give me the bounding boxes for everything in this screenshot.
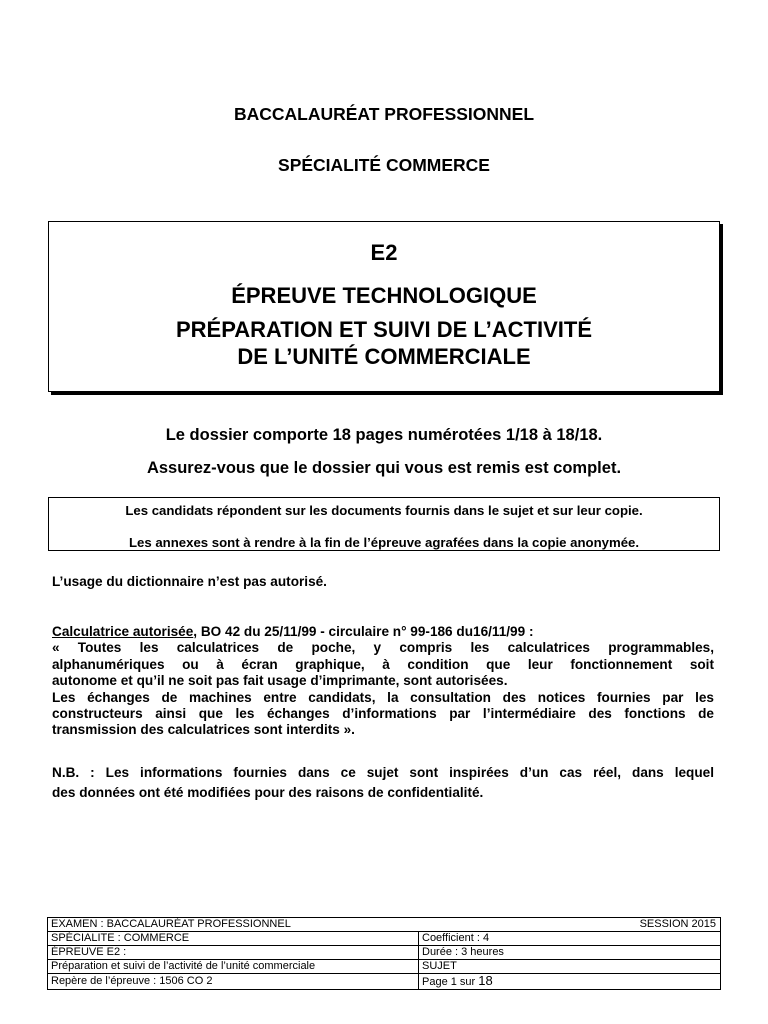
calculator-label: Calculatrice autorisée — [52, 624, 194, 639]
footer-sujet: SUJET — [419, 960, 721, 974]
nb-line-1: N.B. : Les informations fournies dans ce sujet sont inspirées d’un cas réel, dans lequel — [52, 765, 714, 780]
exam-subtitle-2: DE L’UNITÉ COMMERCIALE — [237, 344, 531, 369]
notice-line-2: Les annexes sont à rendre à la fin de l’épreuve agrafées dans la copie anonymée. — [128, 535, 640, 550]
footer-page-total: 18 — [478, 973, 493, 988]
exam-subtitle-1: PRÉPARATION ET SUIVI DE L’ACTIVITÉ — [175, 317, 592, 342]
exchange-line-1: Les échanges de machines entre candidats, la consultation des notices fournies par les — [52, 689, 714, 705]
footer-row — [48, 960, 721, 974]
notice-box — [48, 497, 720, 551]
exam-code: E2 — [370, 240, 398, 265]
footer-page-prefix: Page 1 sur — [422, 976, 479, 988]
title-box — [48, 221, 720, 392]
footer-duree: Durée : 3 heures — [419, 946, 721, 960]
calculator-section — [52, 624, 714, 739]
specialty-name: SPÉCIALITÉ COMMERCE — [278, 155, 490, 175]
notice-line-1: Les candidats répondent sur les documents fournis dans le sujet et sur leur copie. — [125, 503, 643, 518]
exchange-line-3: transmission des calculatrices sont interdits ». — [52, 722, 355, 738]
calculator-line-2: alphanumériques ou à écran graphique, à condition que leur fonctionnement soit — [52, 656, 714, 672]
footer-page-cell — [419, 974, 721, 990]
footer-specialite: SPÉCIALITE : COMMERCE — [48, 932, 419, 946]
dossier-pages: Le dossier comporte 18 pages numérotées 1/18 à 18/18. — [165, 426, 603, 444]
dossier-complete: Assurez-vous que le dossier qui vous est remis est complet. — [146, 459, 622, 477]
exam-name: BACCALAURÉAT PROFESSIONNEL — [233, 104, 535, 124]
calculator-heading — [52, 624, 714, 640]
footer-row — [48, 918, 721, 932]
footer-row — [48, 974, 721, 990]
nb-section — [52, 763, 714, 803]
footer-epreuve: ÉPREUVE E2 : — [48, 946, 419, 960]
footer-row — [48, 946, 721, 960]
footer-repere: Repère de l’épreuve : 1506 CO 2 — [48, 974, 419, 990]
footer-exam-cell — [48, 918, 721, 932]
exchange-line-2: constructeurs ainsi que les échanges d’informations par l’intermédiaire des fonctions de — [52, 706, 714, 722]
footer-row — [48, 932, 721, 946]
exam-title: ÉPREUVE TECHNOLOGIQUE — [231, 283, 537, 308]
calculator-reference: , BO 42 du 25/11/99 - circulaire n° 99-186 du16/11/99 : — [193, 624, 534, 639]
calculator-line-3: autonome et qu’il ne soit pas fait usage d’imprimante, sont autorisées. — [52, 673, 508, 689]
dictionary-rule: L’usage du dictionnaire n’est pas autorisé. — [52, 574, 327, 589]
nb-line-2: des données ont été modifiées pour des raisons de confidentialité. — [52, 785, 484, 800]
footer-coefficient: Coefficient : 4 — [419, 932, 721, 946]
footer-exam: EXAMEN : BACCALAURÉAT PROFESSIONNEL — [51, 918, 291, 930]
footer-preparation: Préparation et suivi de l’activité de l’unité commerciale — [48, 960, 419, 974]
footer-table — [47, 917, 721, 990]
footer-session: SESSION 2015 — [639, 918, 716, 930]
calculator-line-1: « Toutes les calculatrices de poche, y compris les calculatrices programmables, — [52, 640, 714, 656]
